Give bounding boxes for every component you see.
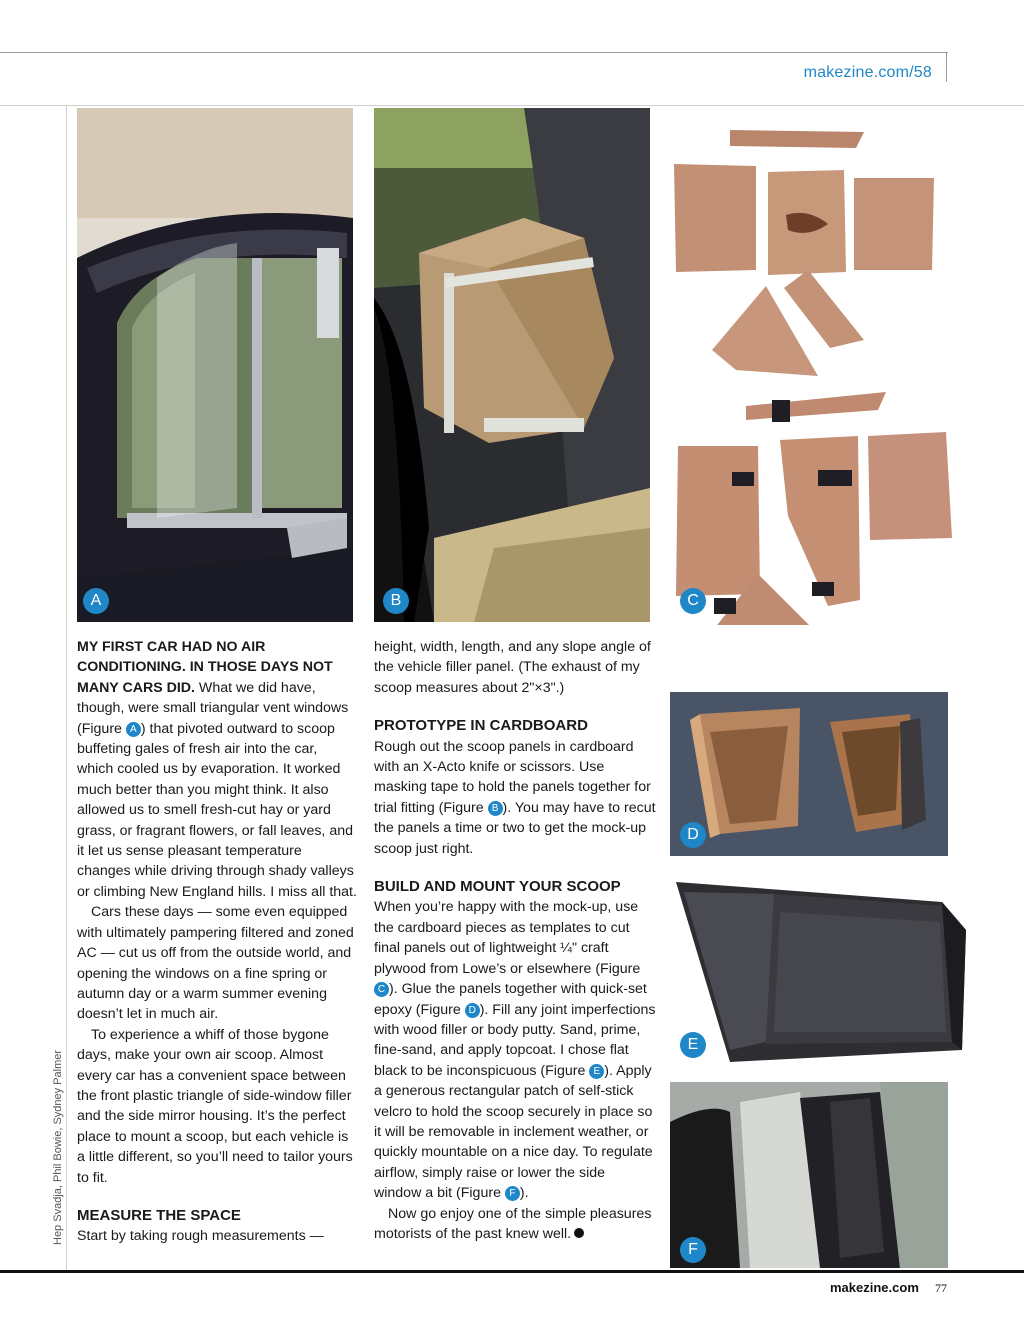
photo-credit: Hep Svadja, Phil Bowie, Sydney Palmer [52,1049,64,1245]
paragraph: Rough out the scoop panels in cardboard with an X-Acto knife or scissors. Use masking tape to hold the panels together for trial fitting (Figure B ). You may have to recut the panels a time or two to get the mock-up scoop just right. [374,738,656,857]
closing-paragraph: Now go enjoy one of the simple pleasures motorists of the past knew well. [374,1205,652,1242]
figure-ref-d: D [465,1003,480,1018]
paragraph: To experience a whiff of those bygone days, make your own air scoop. Almost every car has a convenient space between the front plastic triangle of side-window filler and the side mirror housing. It’s the perfect place to mount a scoop, but each vehicle is a little different, so you’ll need to tailor yours to fit. [77,1026,353,1186]
figure-ref-a: A [126,722,141,737]
lead-in: MY FIRST CAR HAD NO AIR CONDITIONING. IN THOSE DAYS NOT MANY CARS DID. [77,639,333,696]
top-rule-tick [946,52,947,82]
figure-d-badge: D [680,822,706,848]
footer-url[interactable]: makezine.com [830,1280,919,1295]
figure-c-photo [668,120,958,625]
paragraph: height, width, length, and any slope angle of the vehicle filler panel. (The exhaust of my scoop measures about 2"×3".) [374,639,651,696]
section-heading-prototype: PROTOTYPE IN CARDBOARD [374,717,588,735]
top-rule [0,52,948,53]
article-column-2 [374,637,656,1244]
figure-b-badge: B [383,588,409,614]
figure-b-photo [374,108,650,622]
figure-a-badge: A [83,588,109,614]
margin-line [66,106,67,1271]
article-column-1 [77,637,357,1247]
figure-e-photo [670,872,968,1072]
header-url[interactable]: makezine.com/58 [803,64,932,81]
section-heading-measure: MEASURE THE SPACE [77,1206,241,1224]
paragraph: Start by taking rough measurements — [77,1228,324,1245]
figure-f-badge: F [680,1237,706,1263]
figure-c-badge: C [680,588,706,614]
figure-f-photo [670,1082,948,1268]
intro-paragraph: MY FIRST CAR HAD NO AIR CONDITIONING. IN THOSE DAYS NOT MANY CARS DID. What we did have, though, were small triangular vent windows (Figure A ) that pivoted outward to scoop buffeting gales of fresh air into the car, which cooled us by evaporation. It worked much better than you might think. It also allowed us to smell fresh-cut hay or yard grass, or fragrant flowers, or fall leaves, and it let us sense pleasant temperature changes while driving through shady valleys or climbing New England hills. I miss all that. [77,639,357,900]
figure-ref-f: F [505,1186,520,1201]
page-number: 77 [935,1281,947,1295]
figure-e-badge: E [680,1032,706,1058]
figure-ref-c: C [374,982,389,997]
figure-ref-b: B [488,801,503,816]
paragraph: Cars these days — some even equipped with ultimately pampering filtered and zoned AC — cut us off from the outside world, and opening the windows on a fine spring or autumn day or a warm summer evening doesn’t let in much air. [77,904,354,1023]
header-divider [0,105,1024,106]
section-heading-build: BUILD AND MOUNT YOUR SCOOP [374,878,621,896]
figure-a-photo [77,108,353,622]
end-mark-icon [574,1228,584,1238]
paragraph: When you’re happy with the mock-up, use the cardboard pieces as templates to cut final panels out of lightweight ¼" craft plywood from Lowe’s or elsewhere (Figure C ). Glue the panels together with quick-set epoxy (Figure D ). Fill any joint imperfections with wood filler or body putty. Sand, prime, fine-sand, and apply topcoat. I chose flat black to be inconspicuous (Figure E ). Apply a generous rectangular patch of self-stick velcro to hold the scoop securely in place so it will be removable in inclement weather, or quickly mountable on a nice day. To regulate airflow, simply raise or lower the side window a bit (Figure F ). [374,899,656,1202]
figure-ref-e: E [589,1064,604,1079]
figure-d-photo [670,692,948,856]
footer-rule [0,1270,1024,1273]
